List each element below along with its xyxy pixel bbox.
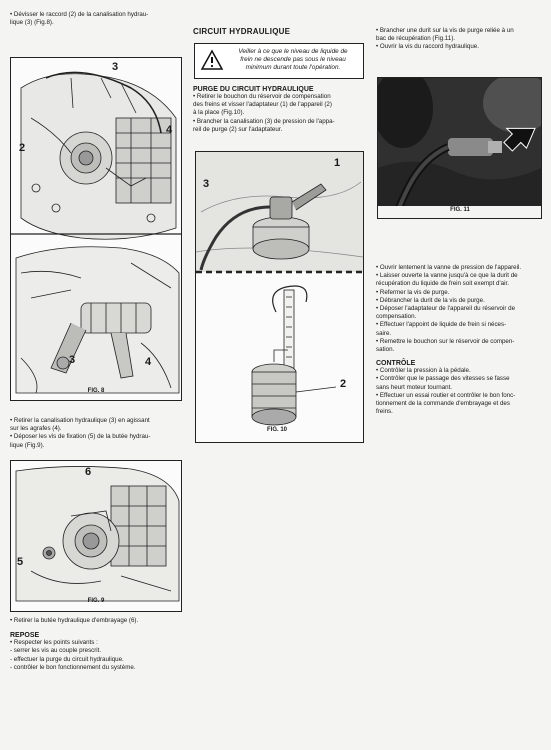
column-right <box>376 27 546 52</box>
text-line: • Brancher la canalisation (3) de pression de l'appa- <box>193 117 335 125</box>
text-line: • Ouvrir lentement la vanne de pression de l'appareil. <box>376 264 522 271</box>
text-line: • Déposer l'adaptateur de l'appareil du réservoir de <box>376 305 516 313</box>
figure-8-caption: FIG. 8 <box>87 388 105 394</box>
text-line: à la place (Fig.10). <box>193 109 245 117</box>
text-line: lique (3) (Fig.8). <box>10 19 54 27</box>
callout-5: 5 <box>17 556 24 568</box>
warning-text <box>225 48 361 72</box>
callout-4-lower: 4 <box>145 356 152 368</box>
text-line: - contrôler le bon fonctionnement du système. <box>10 663 136 671</box>
column-middle <box>193 27 365 36</box>
text-line: tionnement de la commande d'embrayage et des <box>376 400 510 408</box>
text-line: • Retirer la butée hydraulique d'embrayage (6). <box>10 617 139 624</box>
purge-section <box>193 86 365 134</box>
text-line: • Contrôler que le passage des vitesses se fasse <box>376 375 510 383</box>
figure-10-caption: FIG. 10 <box>266 427 287 433</box>
text-line: - effectuer la purge du circuit hydraulique. <box>10 655 124 663</box>
figure-8-illustration <box>11 58 181 400</box>
text-line: récupération du liquide de frein soit exempt d'air. <box>376 280 509 288</box>
controle-heading: CONTRÔLE <box>376 360 416 368</box>
text-line: compensation. <box>376 313 417 321</box>
warning-line: minimum durant toute l'opération. <box>245 64 341 71</box>
text-line: • Laisser ouverte la vanne jusqu'à ce que la durit de <box>376 272 518 280</box>
intro-text <box>10 11 182 27</box>
text-line: • Dévisser le raccord (2) de la canalisation hydrau- <box>10 11 149 18</box>
after-fig8-text <box>10 417 182 450</box>
text-line: • Remettre le bouchon sur le réservoir de compen- <box>376 337 515 345</box>
figure-9-illustration <box>11 461 181 611</box>
callout-3-lower: 3 <box>69 354 76 366</box>
text-line: freins. <box>376 408 393 416</box>
figure-11-photo <box>378 78 541 218</box>
purge-heading: PURGE DU CIRCUIT HYDRAULIQUE <box>193 86 314 93</box>
warning-box <box>194 43 364 79</box>
warning-line: frein ne descende pas sous le niveau <box>240 56 346 63</box>
text-line: reil de purge (2) sur l'adaptateur. <box>193 125 283 133</box>
text-line: • Ouvrir la vis du raccord hydraulique. <box>376 43 479 51</box>
figure-11 <box>377 77 542 219</box>
figure-9 <box>10 460 182 612</box>
text-line: • Brancher une durit sur la vis de purge reliée à un <box>376 27 514 34</box>
callout-3: 3 <box>203 178 210 190</box>
text-line: • Effectuer l'appoint de liquide de frein si néces- <box>376 321 507 329</box>
text-line: saire. <box>376 329 392 337</box>
text-line: bac de récupération (Fig.11). <box>376 35 455 43</box>
text-line: sans heurt moteur tournant. <box>376 383 453 391</box>
figure-11-caption: FIG. 11 <box>450 207 470 213</box>
warning-line: Veiller à ce que le niveau de liquide de <box>238 48 348 55</box>
text-line: lique (Fig.9). <box>10 441 45 449</box>
figure-10-illustration <box>196 152 363 442</box>
callout-4: 4 <box>166 124 173 136</box>
text-line: • Effectuer un essai routier et contrôler le bon fonc- <box>376 391 516 399</box>
text-line: • Respecter les points suivants : <box>10 639 98 647</box>
figure-9-caption: FIG. 9 <box>87 598 105 604</box>
callout-2: 2 <box>19 142 26 154</box>
text-line: • Retirer le bouchon du réservoir de compensation <box>193 93 331 100</box>
figure-10 <box>195 151 364 443</box>
warning-icon <box>200 49 224 71</box>
after-fig9-text <box>10 617 182 672</box>
text-line: • Refermer la vis de purge. <box>376 288 450 296</box>
text-line: • Retirer la canalisation hydraulique (3) en agissant <box>10 417 150 424</box>
callout-1: 1 <box>334 157 341 169</box>
figure-8 <box>10 57 182 401</box>
section-title-circuit: CIRCUIT HYDRAULIQUE <box>193 27 291 36</box>
callout-6: 6 <box>85 466 92 478</box>
text-line: • Déposer les vis de fixation (5) de la butée hydrau- <box>10 433 151 441</box>
text-line: - serrer les vis au couple prescrit. <box>10 647 102 655</box>
text-line: des freins et visser l'adaptateur (1) de l'appareil (2) <box>193 101 332 109</box>
text-line: sur les agrafes (4). <box>10 425 62 433</box>
repose-heading: REPOSE <box>10 632 40 640</box>
text-line: sation. <box>376 346 395 354</box>
after-fig11-text <box>376 264 546 416</box>
callout-3: 3 <box>112 61 119 73</box>
callout-2: 2 <box>340 378 347 390</box>
text-line: • Contrôler la pression à la pédale. <box>376 367 471 375</box>
text-line: • Débrancher la durit de la vis de purge. <box>376 296 485 304</box>
